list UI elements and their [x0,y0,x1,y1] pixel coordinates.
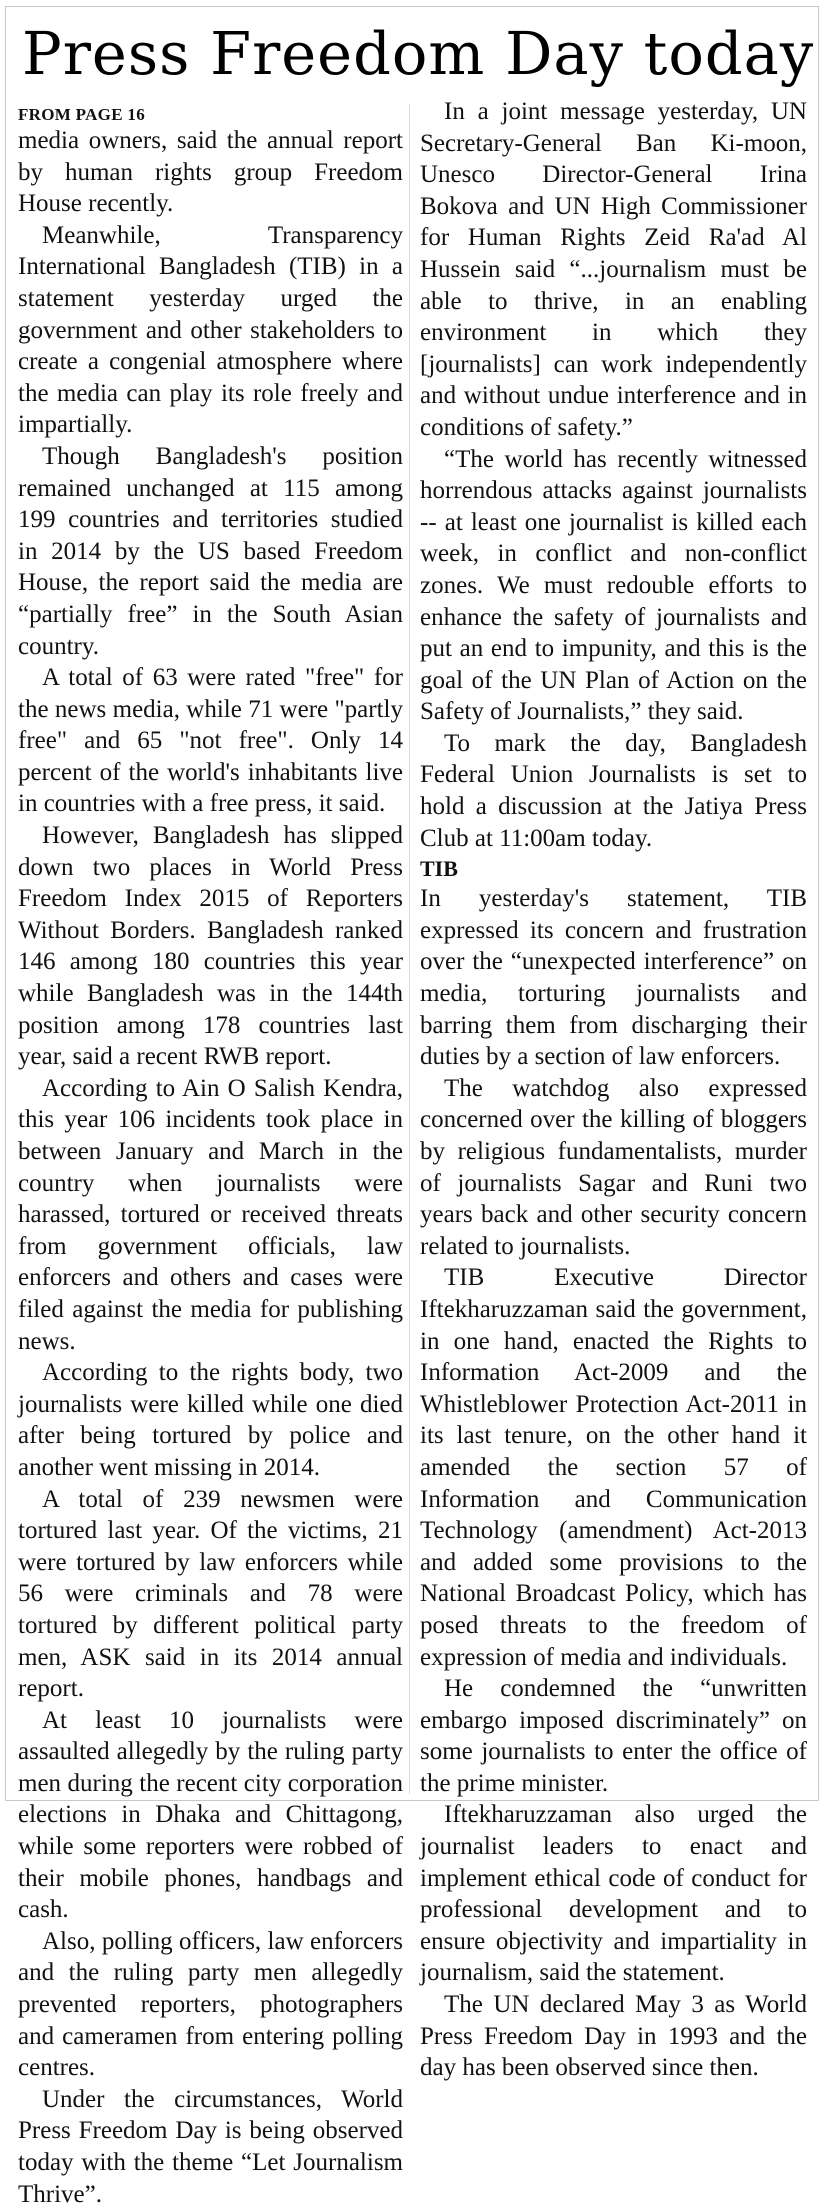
continuation-kicker: FROM PAGE 16 [18,105,145,124]
paragraph: The watchdog also expressed concerned over the killing of bloggers by religious fundamentalists, murder of journalists Sagar and Runi two years back and other security concern related to journalists. [420,1074,807,1260]
paragraph: According to Ain O Salish Kendra, this year 106 incidents took place in between January and March in the country when journalists were harassed, tortured or received threats from government officials, law enforcers and others and cases were filed against the media for publishing news. [18,1074,403,1355]
paragraph: A total of 239 newsmen were tortured last year. Of the victims, 21 were tortured by law enforcers while 56 were criminals and 78 were tortured by different political party men, ASK said in its 2014 annual report. [18,1485,403,1703]
paragraph: To mark the day, Bangladesh Federal Union Journalists is set to hold a discussion at the Jatiya Press Club at 11:00am today. [420,729,807,852]
left-column [18,105,403,2210]
paragraph: Meanwhile, Transparency International Bangladesh (TIB) in a statement yesterday urged the government and other stakeholders to create a congenial atmosphere where the media can play its role freely and impartially. [18,221,403,439]
paragraph: According to the rights body, two journalists were killed while one died after being tortured by police and another went missing in 2014. [18,1359,403,1481]
headline: Press Freedom Day today [22,19,815,88]
paragraph: Also, polling officers, law enforcers and the ruling party men allegedly prevented reporters, photographers and cameramen from entering polling centres. [18,1927,403,2082]
paragraph: Though Bangladesh's position remained unchanged at 115 among 199 countries and territories studied in 2014 by the US based Freedom House, the report said the media are “partially free” in the South Asian country. [18,442,403,660]
paragraph: In yesterday's statement, TIB expressed its concern and frustration over the “unexpected interference” on media, torturing journalists and barring them from discharging their duties by a section of law enforcers. [420,885,807,1071]
paragraph: media owners, said the annual report by human rights group Freedom House recently. [18,127,403,218]
paragraph: However, Bangladesh has slipped down two places in World Press Freedom Index 2015 of Reporters Without Borders. Bangladesh ranked 146 among 180 countries this year while Bangladesh was in the 144th position among 178 countries last year, said a recent RWB report. [18,822,403,1071]
column-divider [409,104,410,1794]
right-column [420,96,807,2084]
paragraph: He condemned the “unwritten embargo imposed discriminately” on some journalists to enter the office of the prime minister. [420,1675,807,1797]
paragraph: A total of 63 were rated "free" for the news media, while 71 were "partly free" and 65 "not free". Only 14 percent of the world's inhabitants live in countries with a free press, it said. [18,664,403,818]
paragraph: The UN declared May 3 as World Press Freedom Day in 1993 and the day has been observed since then. [420,1991,807,2082]
subhead-tib: TIB [420,856,458,882]
paragraph: Under the circumstances, World Press Freedom Day is being observed today with the theme “Let Journalism Thrive”. [18,2085,403,2208]
paragraph: “The world has recently witnessed horrendous attacks against journalists -- at least one journalist is killed each week, in conflict and non-conflict zones. We must redouble efforts to enhance the safety of journalists and put an end to impunity, and this is the goal of the UN Plan of Action on the Safety of Journalists,” they said. [420,445,807,726]
paragraph: TIB Executive Director Iftekharuzzaman said the government, in one hand, enacted the Rights to Information Act-2009 and the Whistleblower Protection Act-2011 in its last tenure, on the other hand it amended the section 57 of Information and Communication Technology (amendment) Act-2013 and added some provisions to the National Broadcast Policy, which has posed threats to the freedom of expression of media and individuals. [420,1264,807,1671]
paragraph: At least 10 journalists were assaulted allegedly by the ruling party men during the recent city corporation elections in Dhaka and Chittagong, while some reporters were robbed of their mobile phones, handbags and cash. [18,1706,403,1924]
paragraph: In a joint message yesterday, UN Secretary-General Ban Ki-moon, Unesco Director-General Irina Bokova and UN High Commissioner for Human Rights Zeid Ra'ad Al Hussein said “...journalism must be able to thrive, in an enabling environment in which they [journalists] can work independently and without undue interference and in conditions of safety.” [420,98,807,441]
paragraph: Iftekharuzzaman also urged the journalist leaders to enact and implement ethical code of conduct for professional development and to ensure objectivity and impartiality in journalism, said the statement. [420,1801,807,1987]
